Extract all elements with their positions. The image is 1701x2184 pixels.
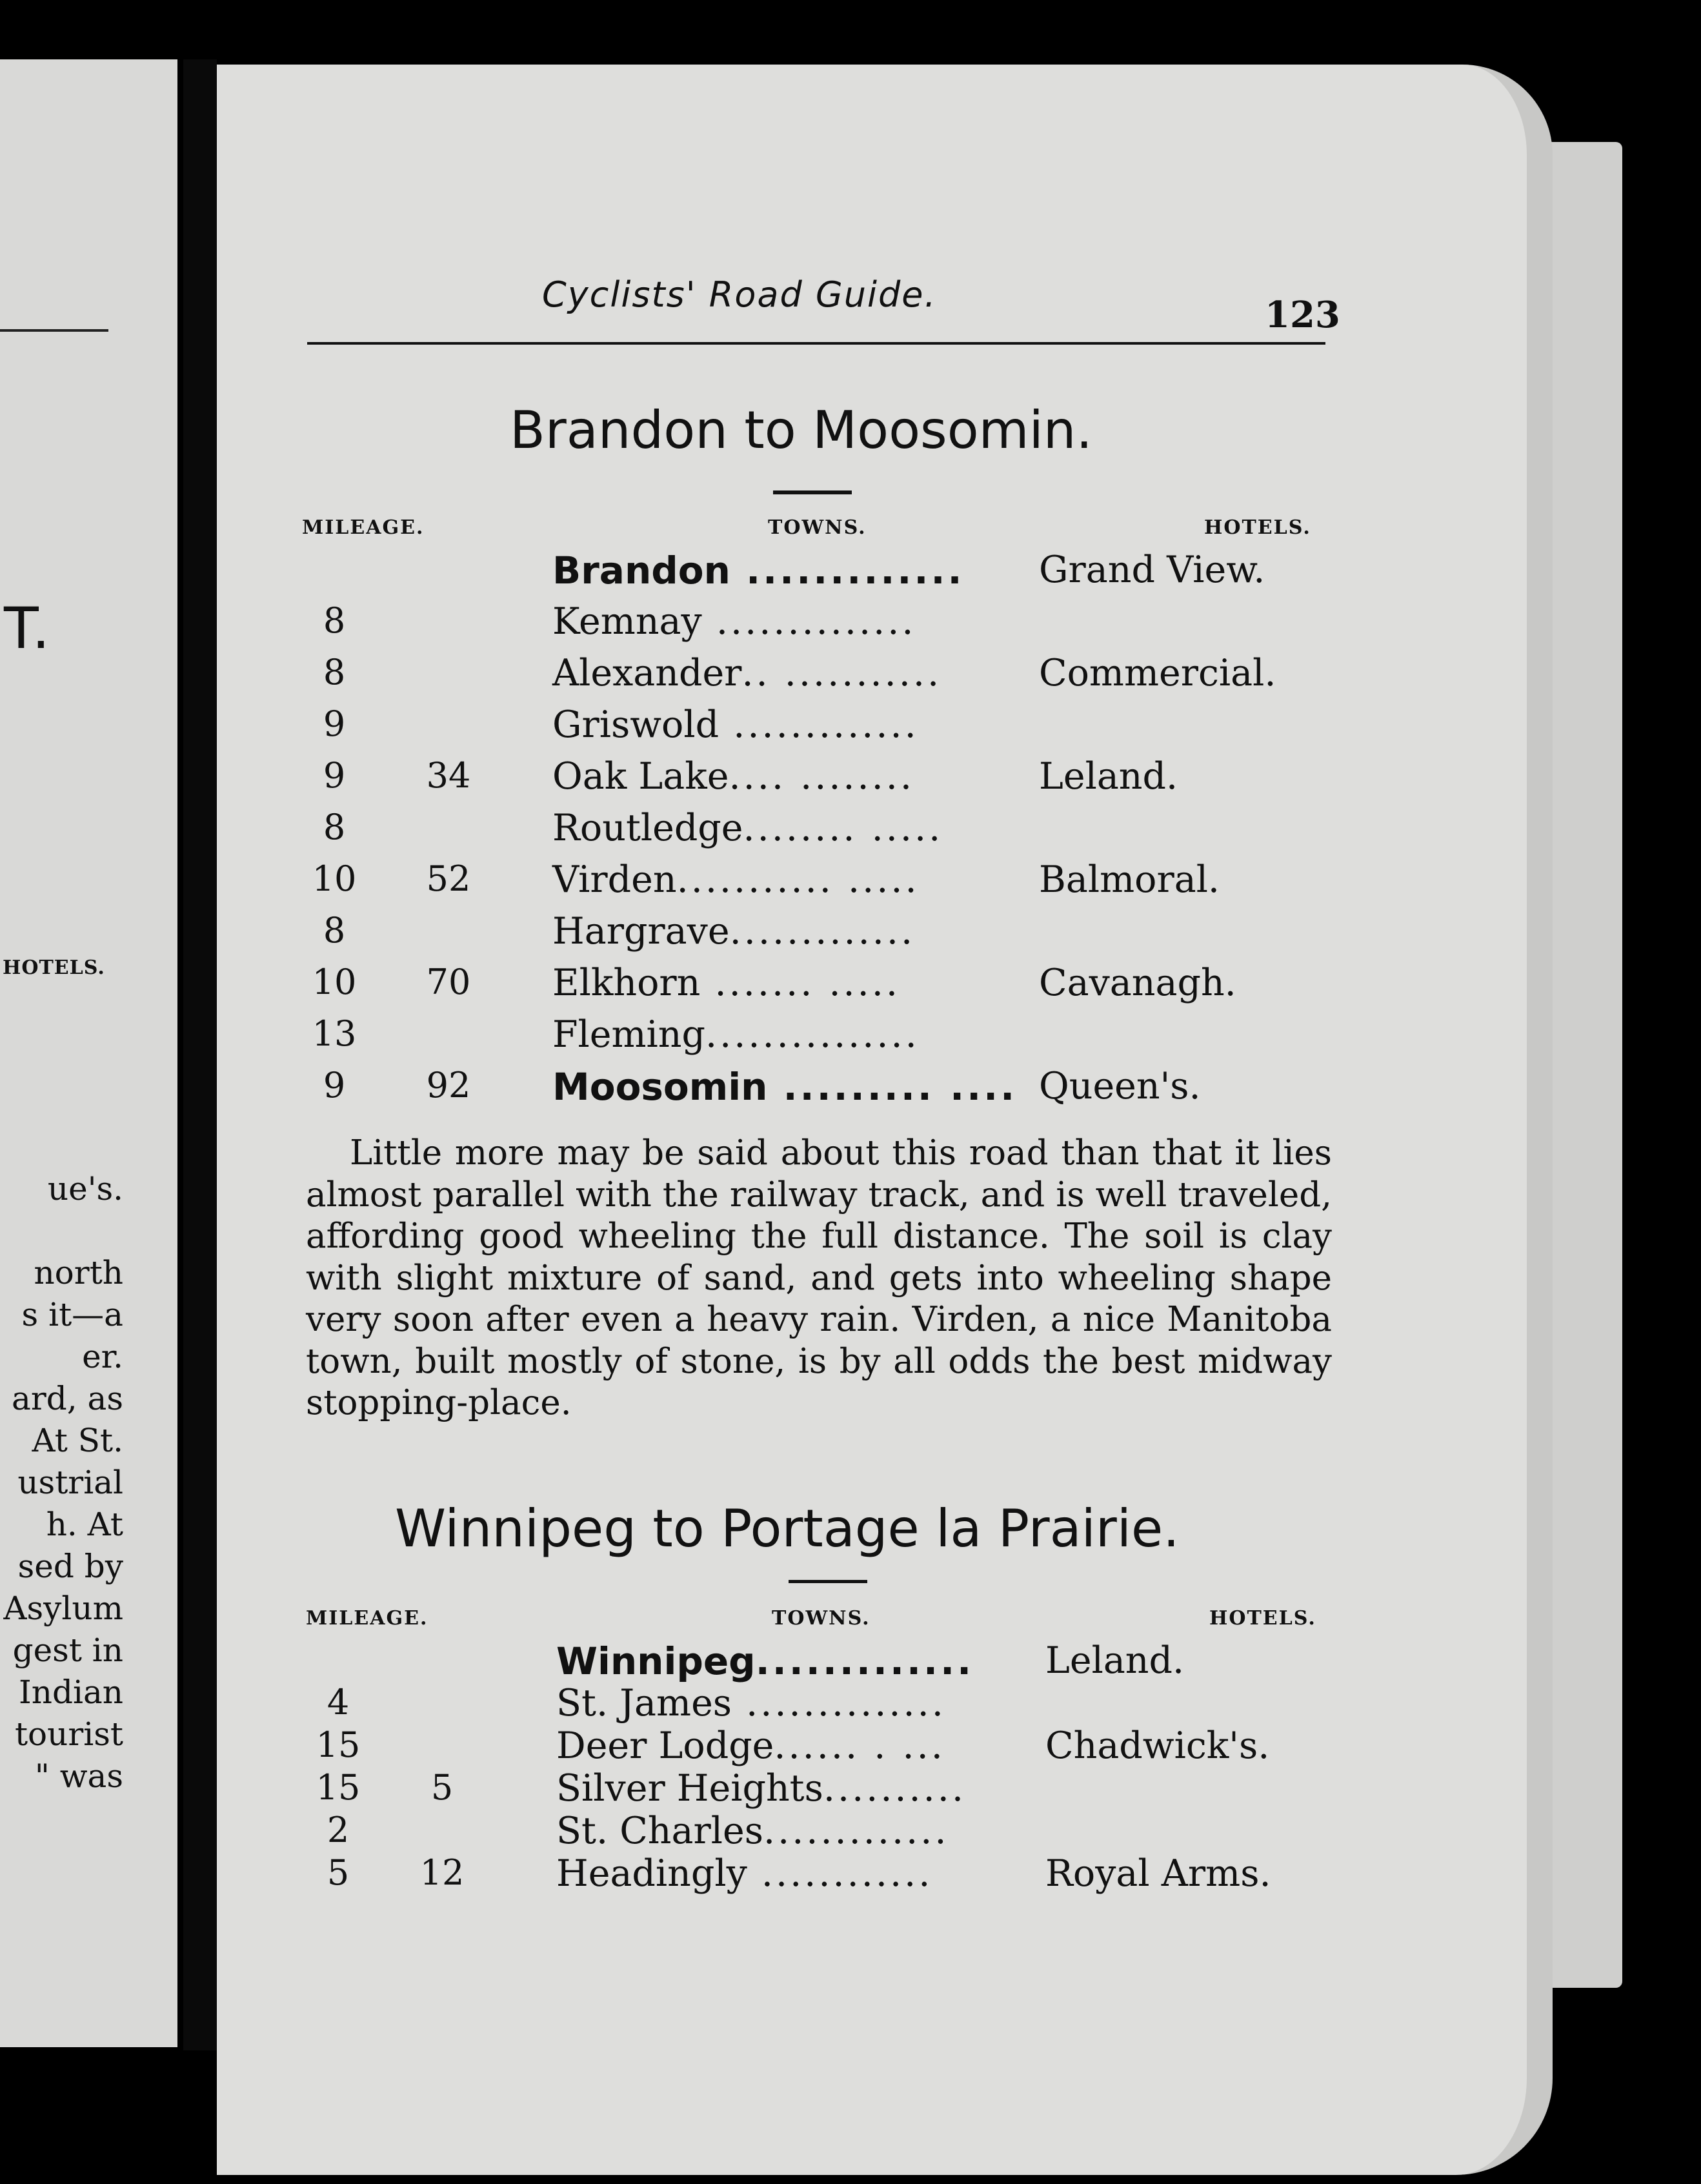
left-page-line: er. [82, 1338, 123, 1375]
leader-dots: ...... . ... [774, 1724, 945, 1767]
mileage-value: 8 [323, 807, 346, 847]
mileage-value: 9 [323, 703, 346, 744]
leader-dots: ........ ..... [743, 807, 943, 849]
left-page-line: ard, as [12, 1380, 123, 1417]
left-page-rule [0, 329, 108, 332]
section-title-brandon-moosomin: Brandon to Moosomin. [510, 400, 1092, 460]
mileage-value: 15 [316, 1767, 361, 1808]
town-name: Oak Lake [552, 755, 729, 798]
col-header-mileage: MILEAGE. [306, 1607, 428, 1630]
leader-dots: .... ........ [729, 755, 915, 798]
hotel-name: Balmoral. [1039, 858, 1220, 901]
title-rule [789, 1580, 867, 1583]
title-rule [773, 490, 852, 494]
mileage-value: 13 [312, 1013, 357, 1054]
left-facing-page [0, 59, 177, 2047]
town-entry [552, 703, 919, 746]
town-name: Fleming [552, 1013, 705, 1056]
town-name: St. James [556, 1682, 732, 1724]
hotel-name: Cavanagh. [1039, 962, 1236, 1004]
mileage-value: 10 [312, 962, 357, 1002]
leader-dots: ............. [719, 703, 919, 746]
town-entry [552, 807, 943, 849]
left-page-line: Indian [19, 1673, 123, 1711]
town-entry [552, 962, 901, 1004]
town-name: Headingly [556, 1852, 747, 1895]
town-entry [552, 858, 920, 901]
leader-dots: ............. [755, 1639, 974, 1683]
town-entry [556, 1682, 946, 1724]
leader-dots: ......... .... [767, 1065, 1018, 1109]
left-page-line: ustrial [17, 1464, 123, 1501]
col-header-mileage: MILEAGE. [302, 516, 425, 539]
left-page-line: north [34, 1254, 123, 1291]
col-header-hotels: HOTELS. [1204, 516, 1311, 539]
header-rule [307, 342, 1325, 345]
town-name: Deer Lodge [556, 1724, 774, 1767]
route-description-text: Little more may be said about this road than that it lies almost parallel with the railway track, and is well traveled, affording good wheeling the full distance. The soil is clay with slight mixture of sand, and gets into wheeling shape very soon after even a heavy rain. Virden, a nice Manitoba town, built mostly of stone, is by all odds the best midway stopping-place. [306, 1133, 1332, 1422]
left-page-line: Asylum [3, 1590, 123, 1627]
left-page-line: ue's. [47, 1170, 123, 1208]
hotel-name: Grand View. [1039, 549, 1265, 591]
leader-dots: ....... ..... [700, 962, 901, 1004]
town-name: Winnipeg [556, 1639, 756, 1683]
mileage-value: 15 [316, 1724, 361, 1765]
mileage-value: 9 [323, 755, 346, 796]
town-entry [556, 1639, 974, 1683]
town-name: St. Charles [556, 1810, 763, 1852]
hotel-name: Leland. [1039, 755, 1178, 798]
town-entry [552, 549, 965, 592]
town-entry [556, 1852, 933, 1895]
leader-dots: .......... [823, 1767, 967, 1810]
hotel-name: Leland. [1045, 1639, 1185, 1682]
town-name: Virden [552, 858, 677, 901]
mileage-value: 8 [323, 652, 346, 693]
left-page-line: At St. [32, 1422, 123, 1459]
town-entry [552, 600, 916, 643]
leader-dots: .. ........... [741, 652, 942, 694]
town-name: Kemnay [552, 600, 702, 643]
hotel-name: Chadwick's. [1045, 1724, 1270, 1767]
leader-dots: ............... [705, 1013, 920, 1056]
leader-dots: .............. [701, 600, 916, 643]
cumulative-mileage-value: 70 [426, 962, 471, 1002]
left-page-line: s it—a [21, 1296, 123, 1333]
mileage-value: 4 [327, 1682, 350, 1723]
town-name: Moosomin [552, 1065, 768, 1109]
leader-dots: ............ [747, 1852, 933, 1895]
cumulative-mileage-value: 92 [426, 1065, 471, 1106]
hotel-name: Royal Arms. [1045, 1852, 1271, 1895]
town-entry [552, 652, 942, 694]
town-name: Routledge [552, 807, 743, 849]
left-page-hotels-label: HOTELS. [3, 956, 105, 979]
cumulative-mileage-value: 34 [426, 755, 471, 796]
left-page-line: gest in [12, 1632, 123, 1669]
col-header-towns: TOWNS. [772, 1607, 871, 1630]
left-page-line: " was [34, 1757, 123, 1795]
town-name: Griswold [552, 703, 720, 746]
cumulative-mileage-value: 52 [426, 858, 471, 899]
hotel-name: Commercial. [1039, 652, 1276, 694]
leader-dots: ........... ..... [676, 858, 920, 901]
left-page-heading-fragment: T. [4, 595, 50, 662]
mileage-value: 8 [323, 600, 346, 641]
mileage-value: 9 [323, 1065, 346, 1106]
col-header-hotels: HOTELS. [1209, 1607, 1316, 1630]
cumulative-mileage-value: 5 [430, 1767, 454, 1808]
book-spine [183, 59, 217, 2050]
hotel-name: Queen's. [1039, 1065, 1201, 1107]
town-entry [556, 1810, 949, 1852]
mileage-value: 10 [312, 858, 357, 899]
town-entry [556, 1724, 945, 1767]
left-page-line: sed by [17, 1548, 123, 1585]
town-name: Brandon [552, 549, 730, 592]
section-title-winnipeg-portage: Winnipeg to Portage la Prairie. [395, 1499, 1180, 1559]
mileage-value: 2 [327, 1810, 350, 1850]
leader-dots: ............. [729, 910, 916, 953]
town-entry [552, 755, 915, 798]
col-header-towns: TOWNS. [768, 516, 867, 539]
running-header: Cyclists' Road Guide. [542, 274, 937, 315]
town-name: Alexander [552, 652, 742, 694]
mileage-value: 5 [327, 1852, 350, 1893]
town-entry [556, 1767, 967, 1810]
town-name: Hargrave [552, 910, 730, 953]
town-entry [552, 1065, 1018, 1109]
left-page-line: h. At [46, 1506, 123, 1543]
left-page-line: tourist [14, 1715, 123, 1753]
town-name: Silver Heights [556, 1767, 823, 1810]
mileage-value: 8 [323, 910, 346, 951]
cumulative-mileage-value: 12 [419, 1852, 465, 1893]
leader-dots: ............. [730, 549, 965, 592]
town-entry [552, 910, 916, 953]
page-number: 123 [1265, 294, 1340, 336]
town-name: Elkhorn [552, 962, 701, 1004]
route-description [306, 1133, 1332, 1424]
town-entry [552, 1013, 920, 1056]
leader-dots: .............. [732, 1682, 946, 1724]
leader-dots: ............. [763, 1810, 949, 1852]
